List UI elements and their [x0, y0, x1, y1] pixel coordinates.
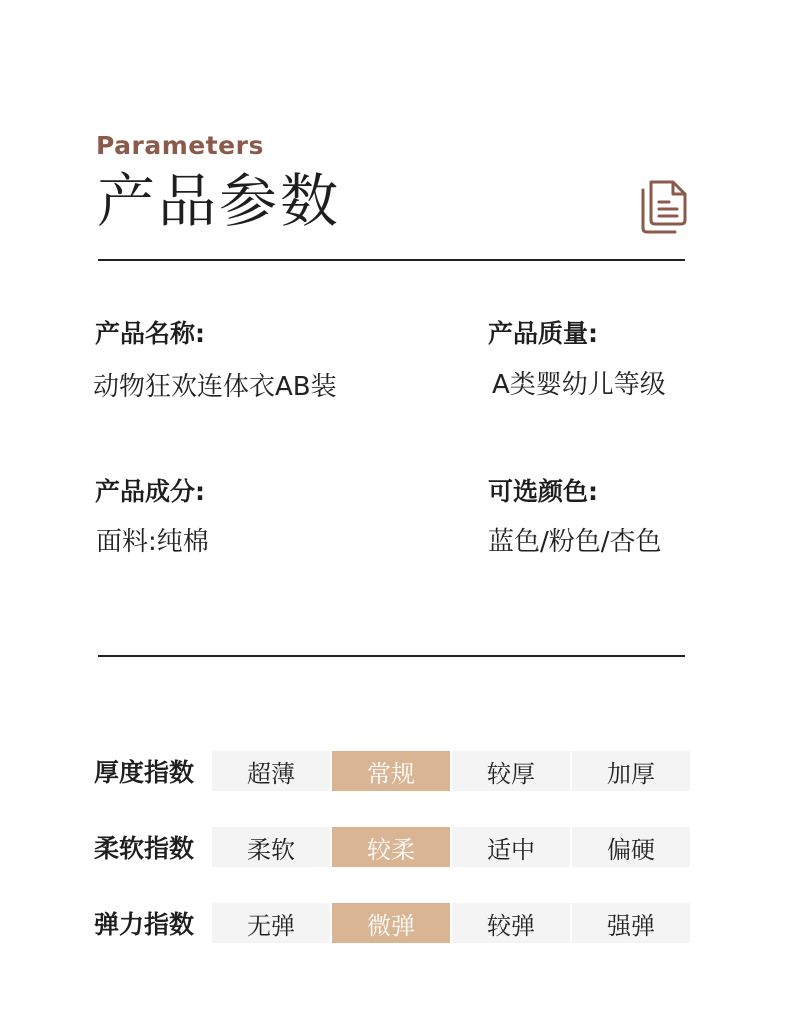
rating-option: 适中	[452, 827, 570, 867]
rating-label: 厚度指数	[94, 758, 195, 787]
param-label-quality: 产品质量:	[488, 319, 598, 348]
document-copy-icon	[633, 176, 693, 236]
rating-row-elasticity	[94, 903, 694, 943]
param-value-quality: A类婴幼儿等级	[492, 370, 666, 400]
rating-option: 强弹	[572, 903, 690, 943]
section-subtitle: Parameters	[96, 131, 264, 160]
param-value-composition: 面料:纯棉	[96, 527, 209, 557]
rating-option: 无弹	[212, 903, 330, 943]
param-value-name: 动物狂欢连体衣AB装	[93, 372, 337, 402]
param-label-name: 产品名称:	[95, 319, 205, 348]
rating-label: 柔软指数	[94, 834, 195, 863]
param-label-colors: 可选颜色:	[488, 477, 598, 506]
rating-option: 偏硬	[572, 827, 690, 867]
rating-option: 加厚	[572, 751, 690, 791]
rating-option: 较厚	[452, 751, 570, 791]
rating-option: 超薄	[212, 751, 330, 791]
param-value-colors: 蓝色/粉色/杏色	[488, 527, 662, 557]
rating-option-selected: 常规	[332, 751, 450, 791]
rating-option: 较弹	[452, 903, 570, 943]
rating-label: 弹力指数	[94, 910, 195, 939]
rating-row-softness	[94, 827, 694, 867]
param-label-composition: 产品成分:	[95, 477, 205, 506]
divider-top	[98, 259, 685, 261]
rating-option-selected: 微弹	[332, 903, 450, 943]
rating-row-thickness	[94, 751, 694, 791]
rating-option: 柔软	[212, 827, 330, 867]
page-title: 产品参数	[97, 167, 342, 235]
divider-middle	[98, 655, 685, 657]
rating-option-selected: 较柔	[332, 827, 450, 867]
